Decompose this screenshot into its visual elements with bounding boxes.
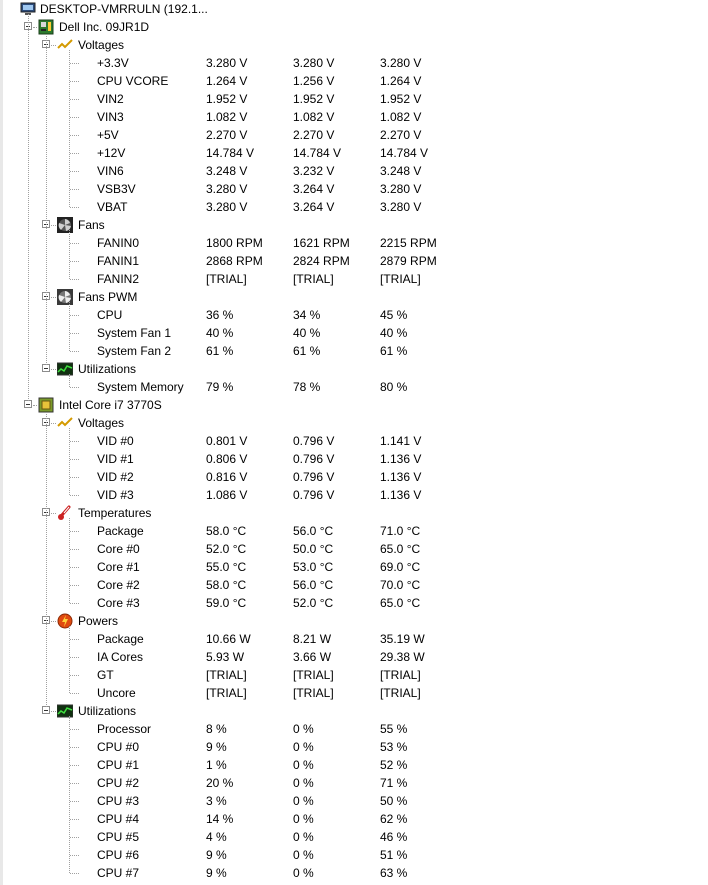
sensor-value-max: 63 % — [380, 866, 408, 880]
sensor-value-max: [TRIAL] — [380, 668, 421, 682]
sensor-value-min: 1621 RPM — [293, 236, 350, 250]
sensor-value-current: 8 % — [206, 722, 227, 736]
tree-connector-line — [70, 855, 79, 856]
sensor-value-max: 1.136 V — [380, 488, 422, 502]
sensor-value-current: 14 % — [206, 812, 234, 826]
sensor-name: CPU #0 — [97, 740, 140, 754]
sensor-value-max: 46 % — [380, 830, 408, 844]
sensor-value-current: 55.0 °C — [206, 560, 247, 574]
sensor-name: System Fan 1 — [97, 326, 172, 340]
sensor-name: VID #1 — [97, 452, 134, 466]
sensor-value-max: [TRIAL] — [380, 272, 421, 286]
sensor-value-min: 0 % — [293, 866, 314, 880]
group-label: Temperatures — [78, 506, 152, 520]
sensor-name: VBAT — [97, 200, 128, 214]
sensor-row[interactable] — [0, 576, 708, 594]
sensor-row[interactable] — [0, 720, 708, 738]
sensor-row[interactable] — [0, 54, 708, 72]
sensor-row[interactable] — [0, 828, 708, 846]
sensor-value-min: 3.66 W — [293, 650, 332, 664]
sensor-value-current: 52.0 °C — [206, 542, 247, 556]
sensor-value-min: 1.256 V — [293, 74, 335, 88]
sensor-value-current: 36 % — [206, 308, 234, 322]
tree-connector-line — [46, 414, 47, 707]
sensor-row[interactable] — [0, 180, 708, 198]
utilization-icon — [57, 703, 73, 719]
sensor-row[interactable] — [0, 540, 708, 558]
tree-connector-line — [69, 50, 70, 207]
sensor-name: CPU #1 — [97, 758, 140, 772]
sensor-value-min: 40 % — [293, 326, 321, 340]
sensor-value-max: 3.280 V — [380, 200, 422, 214]
tree-connector-line — [28, 14, 29, 401]
group-collapse-toggle[interactable] — [42, 364, 50, 372]
tree-connector-line — [33, 405, 37, 406]
sensor-value-max: 62 % — [380, 812, 408, 826]
sensor-row[interactable] — [0, 126, 708, 144]
sensor-row[interactable] — [0, 684, 708, 702]
sensor-group-node[interactable] — [0, 288, 708, 306]
sensor-value-current: 2.270 V — [206, 128, 248, 142]
sensor-name: VID #3 — [97, 488, 134, 502]
tree-connector-line — [69, 302, 70, 351]
tree-connector-line — [70, 243, 79, 244]
voltage-icon — [57, 415, 73, 431]
tree-connector-line — [70, 585, 79, 586]
sensor-name: FANIN1 — [97, 254, 140, 268]
sensor-value-max: 40 % — [380, 326, 408, 340]
sensor-row[interactable] — [0, 234, 708, 252]
sensor-value-min: 52.0 °C — [293, 596, 334, 610]
sensor-value-current: [TRIAL] — [206, 668, 247, 682]
tree-connector-line — [69, 374, 70, 387]
sensor-name: Core #0 — [97, 542, 140, 556]
sensor-name: Core #1 — [97, 560, 140, 574]
sensor-name: System Memory — [97, 380, 184, 394]
sensor-value-min: 0 % — [293, 776, 314, 790]
group-label: Fans — [78, 218, 105, 232]
sensor-value-current: [TRIAL] — [206, 272, 247, 286]
sensor-name: CPU — [97, 308, 123, 322]
sensor-row[interactable] — [0, 252, 708, 270]
sensor-value-max: 50 % — [380, 794, 408, 808]
root-label: DESKTOP-VMRRULN (192.1... — [40, 2, 208, 16]
sensor-value-max: 52 % — [380, 758, 408, 772]
sensor-row[interactable] — [0, 90, 708, 108]
tree-connector-line — [69, 518, 70, 603]
sensor-value-current: 58.0 °C — [206, 578, 247, 592]
sensor-row[interactable] — [0, 324, 708, 342]
sensor-value-min: 3.264 V — [293, 182, 335, 196]
tree-connector-line — [51, 711, 56, 712]
sensor-value-current: 20 % — [206, 776, 234, 790]
sensor-value-min: 1.082 V — [293, 110, 335, 124]
tree-connector-line — [70, 801, 79, 802]
group-label: Powers — [78, 614, 119, 628]
group-label: Voltages — [78, 416, 125, 430]
tree-connector-line — [70, 495, 79, 496]
sensor-group-node[interactable] — [0, 612, 708, 630]
sensor-name: CPU #4 — [97, 812, 140, 826]
sensor-name: VSB3V — [97, 182, 136, 196]
group-label: Utilizations — [78, 362, 137, 376]
sensor-value-current: 4 % — [206, 830, 227, 844]
tree-connector-line — [70, 333, 79, 334]
tree-connector-line — [70, 567, 79, 568]
device-node[interactable] — [0, 396, 708, 414]
sensor-row[interactable] — [0, 774, 708, 792]
sensor-value-max: 2215 RPM — [380, 236, 437, 250]
sensor-value-current: 40 % — [206, 326, 234, 340]
sensor-value-min: 1.952 V — [293, 92, 335, 106]
sensor-value-max: 55 % — [380, 722, 408, 736]
sensor-value-max: 1.264 V — [380, 74, 422, 88]
sensor-value-current: 1 % — [206, 758, 227, 772]
sensor-row[interactable] — [0, 558, 708, 576]
sensor-value-current: 3.280 V — [206, 182, 248, 196]
sensor-value-current: 10.66 W — [206, 632, 251, 646]
sensor-row[interactable] — [0, 594, 708, 612]
tree-connector-line — [70, 603, 79, 604]
sensor-row[interactable] — [0, 378, 708, 396]
sensor-value-current: 3.248 V — [206, 164, 248, 178]
sensor-name: Package — [97, 524, 144, 538]
sensor-name: VIN6 — [97, 164, 124, 178]
tree-connector-line — [51, 423, 56, 424]
device-label: Intel Core i7 3770S — [59, 398, 162, 412]
sensor-value-current: 79 % — [206, 380, 234, 394]
sensor-group-node[interactable] — [0, 414, 708, 432]
sensor-name: Processor — [97, 722, 152, 736]
tree-connector-line — [70, 819, 79, 820]
tree-root[interactable] — [0, 0, 708, 18]
tree-connector-line — [70, 477, 79, 478]
sensor-value-max: 45 % — [380, 308, 408, 322]
sensor-value-current: 3 % — [206, 794, 227, 808]
sensor-value-max: 51 % — [380, 848, 408, 862]
tree-connector-line — [70, 441, 79, 442]
sensor-value-current: 58.0 °C — [206, 524, 247, 538]
sensor-value-current: 1.086 V — [206, 488, 248, 502]
sensor-value-min: 34 % — [293, 308, 321, 322]
sensor-value-current: 14.784 V — [206, 146, 255, 160]
sensor-row[interactable] — [0, 342, 708, 360]
motherboard-icon — [38, 19, 54, 35]
tree-connector-line — [70, 387, 79, 388]
sensor-group-node[interactable] — [0, 504, 708, 522]
sensor-row[interactable] — [0, 432, 708, 450]
tree-connector-line — [51, 513, 56, 514]
tree-connector-line — [70, 99, 79, 100]
sensor-group-node[interactable] — [0, 360, 708, 378]
tree-connector-line — [33, 27, 37, 28]
sensor-name: CPU #7 — [97, 866, 140, 880]
sensor-value-current: [TRIAL] — [206, 686, 247, 700]
sensor-name: IA Cores — [97, 650, 144, 664]
sensor-value-max: 1.136 V — [380, 452, 422, 466]
tree-connector-line — [70, 747, 79, 748]
power-icon — [57, 613, 73, 629]
sensor-value-min: 3.280 V — [293, 56, 335, 70]
sensor-value-current: 1.952 V — [206, 92, 248, 106]
sensor-value-current: 61 % — [206, 344, 234, 358]
sensor-row[interactable] — [0, 468, 708, 486]
sensor-value-current: 9 % — [206, 740, 227, 754]
sensor-value-min: [TRIAL] — [293, 668, 334, 682]
sensor-name: FANIN0 — [97, 236, 140, 250]
tree-connector-line — [70, 171, 79, 172]
sensor-value-min: 2824 RPM — [293, 254, 350, 268]
tree-connector-line — [70, 783, 79, 784]
sensor-value-max: 80 % — [380, 380, 408, 394]
sensor-name: VIN3 — [97, 110, 124, 124]
sensor-row[interactable] — [0, 450, 708, 468]
tree-connector-line — [70, 261, 79, 262]
sensor-value-min: 78 % — [293, 380, 321, 394]
sensor-value-current: 0.816 V — [206, 470, 248, 484]
voltage-icon — [57, 37, 73, 53]
sensor-name: CPU #2 — [97, 776, 140, 790]
cpu-icon — [38, 397, 54, 413]
sensor-row[interactable] — [0, 792, 708, 810]
tree-connector-line — [70, 639, 79, 640]
group-collapse-toggle[interactable] — [42, 706, 50, 714]
sensor-value-min: 0.796 V — [293, 452, 335, 466]
sensor-row[interactable] — [0, 72, 708, 90]
tree-connector-line — [51, 45, 56, 46]
tree-connector-line — [70, 657, 79, 658]
group-label: Utilizations — [78, 704, 137, 718]
sensor-name: VIN2 — [97, 92, 124, 106]
fan-icon — [57, 217, 73, 233]
sensor-value-current: 1.264 V — [206, 74, 248, 88]
sensor-group-node[interactable] — [0, 36, 708, 54]
tree-connector-line — [51, 621, 56, 622]
sensor-value-min: 56.0 °C — [293, 578, 334, 592]
sensor-row[interactable] — [0, 108, 708, 126]
tree-connector-line — [70, 189, 79, 190]
sensor-row[interactable] — [0, 666, 708, 684]
tree-connector-line — [70, 837, 79, 838]
sensor-value-current: 0.801 V — [206, 434, 248, 448]
sensor-value-min: 0 % — [293, 848, 314, 862]
tree-connector-line — [70, 459, 79, 460]
sensor-value-min: 0 % — [293, 830, 314, 844]
sensor-value-current: 3.280 V — [206, 56, 248, 70]
sensor-value-max: 1.082 V — [380, 110, 422, 124]
tree-connector-line — [69, 626, 70, 693]
sensor-row[interactable] — [0, 846, 708, 864]
sensor-value-max: 69.0 °C — [380, 560, 421, 574]
tree-connector-line — [69, 428, 70, 495]
sensor-value-min: 0 % — [293, 722, 314, 736]
sensor-name: Core #2 — [97, 578, 140, 592]
sensor-value-max: 3.248 V — [380, 164, 422, 178]
tree-connector-line — [70, 135, 79, 136]
device-node[interactable] — [0, 18, 708, 36]
sensor-row[interactable] — [0, 144, 708, 162]
sensor-value-max: 1.141 V — [380, 434, 422, 448]
tree-connector-line — [70, 873, 79, 874]
sensor-name: Uncore — [97, 686, 136, 700]
sensor-value-max: 2.270 V — [380, 128, 422, 142]
tree-connector-line — [70, 765, 79, 766]
sensor-value-max: 65.0 °C — [380, 542, 421, 556]
tree-connector-line — [69, 230, 70, 279]
tree-connector-line — [70, 117, 79, 118]
sensor-value-current: 59.0 °C — [206, 596, 247, 610]
sensor-value-min: 56.0 °C — [293, 524, 334, 538]
sensor-value-max: 53 % — [380, 740, 408, 754]
tree-connector-line — [46, 36, 47, 365]
sensor-row[interactable] — [0, 810, 708, 828]
sensor-value-max: 61 % — [380, 344, 408, 358]
sensor-value-max: 1.952 V — [380, 92, 422, 106]
sensor-name: FANIN2 — [97, 272, 140, 286]
sensor-value-min: 3.232 V — [293, 164, 335, 178]
sensor-value-current: 5.93 W — [206, 650, 245, 664]
sensor-value-max: 29.38 W — [380, 650, 425, 664]
sensor-name: +3.3V — [97, 56, 129, 70]
sensor-row[interactable] — [0, 864, 708, 882]
utilization-icon — [57, 361, 73, 377]
tree-connector-line — [70, 315, 79, 316]
sensor-row[interactable] — [0, 162, 708, 180]
tree-connector-line — [70, 153, 79, 154]
sensor-group-node[interactable] — [0, 702, 708, 720]
sensor-group-node[interactable] — [0, 216, 708, 234]
sensor-value-max: 3.280 V — [380, 56, 422, 70]
sensor-row[interactable] — [0, 198, 708, 216]
sensor-value-min: 2.270 V — [293, 128, 335, 142]
sensor-value-min: 0 % — [293, 794, 314, 808]
sensor-name: CPU #5 — [97, 830, 140, 844]
sensor-value-min: 53.0 °C — [293, 560, 334, 574]
sensor-value-max: 35.19 W — [380, 632, 425, 646]
tree-connector-line — [70, 531, 79, 532]
sensor-name: Package — [97, 632, 144, 646]
group-label: Voltages — [78, 38, 125, 52]
sensor-value-min: 0 % — [293, 812, 314, 826]
sensor-value-min: 0 % — [293, 740, 314, 754]
sensor-value-max: 3.280 V — [380, 182, 422, 196]
device-label: Dell Inc. 09JR1D — [59, 20, 150, 34]
tree-connector-line — [70, 81, 79, 82]
sensor-value-max: 71.0 °C — [380, 524, 421, 538]
sensor-name: +5V — [97, 128, 119, 142]
sensor-row[interactable] — [0, 630, 708, 648]
sensor-value-min: [TRIAL] — [293, 272, 334, 286]
tree-connector-line — [51, 225, 56, 226]
tree-connector-line — [70, 207, 79, 208]
sensor-row[interactable] — [0, 756, 708, 774]
sensor-value-min: 50.0 °C — [293, 542, 334, 556]
sensor-name: GT — [97, 668, 114, 682]
sensor-row[interactable] — [0, 306, 708, 324]
sensor-value-min: 0.796 V — [293, 470, 335, 484]
tree-connector-line — [69, 716, 70, 873]
tree-connector-line — [51, 369, 56, 370]
sensor-value-min: 3.264 V — [293, 200, 335, 214]
sensor-value-current: 2868 RPM — [206, 254, 263, 268]
sensor-value-current: 3.280 V — [206, 200, 248, 214]
sensor-value-current: 0.806 V — [206, 452, 248, 466]
sensor-value-max: [TRIAL] — [380, 686, 421, 700]
sensor-value-min: 8.21 W — [293, 632, 332, 646]
sensor-row[interactable] — [0, 522, 708, 540]
tree-connector-line — [70, 351, 79, 352]
sensor-value-max: 2879 RPM — [380, 254, 437, 268]
sensor-value-min: 0.796 V — [293, 434, 335, 448]
tree-connector-line — [51, 297, 56, 298]
sensor-value-min: [TRIAL] — [293, 686, 334, 700]
group-label: Fans PWM — [78, 290, 138, 304]
tree-connector-line — [70, 63, 79, 64]
thermometer-icon — [57, 505, 73, 521]
tree-connector-line — [70, 729, 79, 730]
sensor-value-current: 9 % — [206, 866, 227, 880]
sensor-row[interactable] — [0, 270, 708, 288]
sensor-value-min: 0 % — [293, 758, 314, 772]
sensor-value-current: 1800 RPM — [206, 236, 263, 250]
sensor-name: Core #3 — [97, 596, 140, 610]
sensor-value-max: 65.0 °C — [380, 596, 421, 610]
sensor-name: VID #0 — [97, 434, 134, 448]
sensor-name: CPU VCORE — [97, 74, 169, 88]
fan-pwm-icon — [57, 289, 73, 305]
tree-connector-line — [70, 675, 79, 676]
sensor-value-max: 1.136 V — [380, 470, 422, 484]
tree-connector-line — [70, 693, 79, 694]
sensor-row[interactable] — [0, 738, 708, 756]
device-collapse-toggle[interactable] — [24, 400, 32, 408]
sensor-name: +12V — [97, 146, 126, 160]
sensor-value-current: 9 % — [206, 848, 227, 862]
sensor-value-max: 71 % — [380, 776, 408, 790]
sensor-value-max: 70.0 °C — [380, 578, 421, 592]
sensor-value-current: 1.082 V — [206, 110, 248, 124]
sensor-name: VID #2 — [97, 470, 134, 484]
tree-connector-line — [70, 549, 79, 550]
sensor-value-max: 14.784 V — [380, 146, 429, 160]
tree-connector-line — [70, 279, 79, 280]
sensor-row[interactable] — [0, 486, 708, 504]
sensor-name: CPU #6 — [97, 848, 140, 862]
sensor-row[interactable] — [0, 648, 708, 666]
sensor-name: System Fan 2 — [97, 344, 172, 358]
sensor-value-min: 61 % — [293, 344, 321, 358]
sensor-value-min: 0.796 V — [293, 488, 335, 502]
sensor-value-min: 14.784 V — [293, 146, 342, 160]
sensor-name: CPU #3 — [97, 794, 140, 808]
